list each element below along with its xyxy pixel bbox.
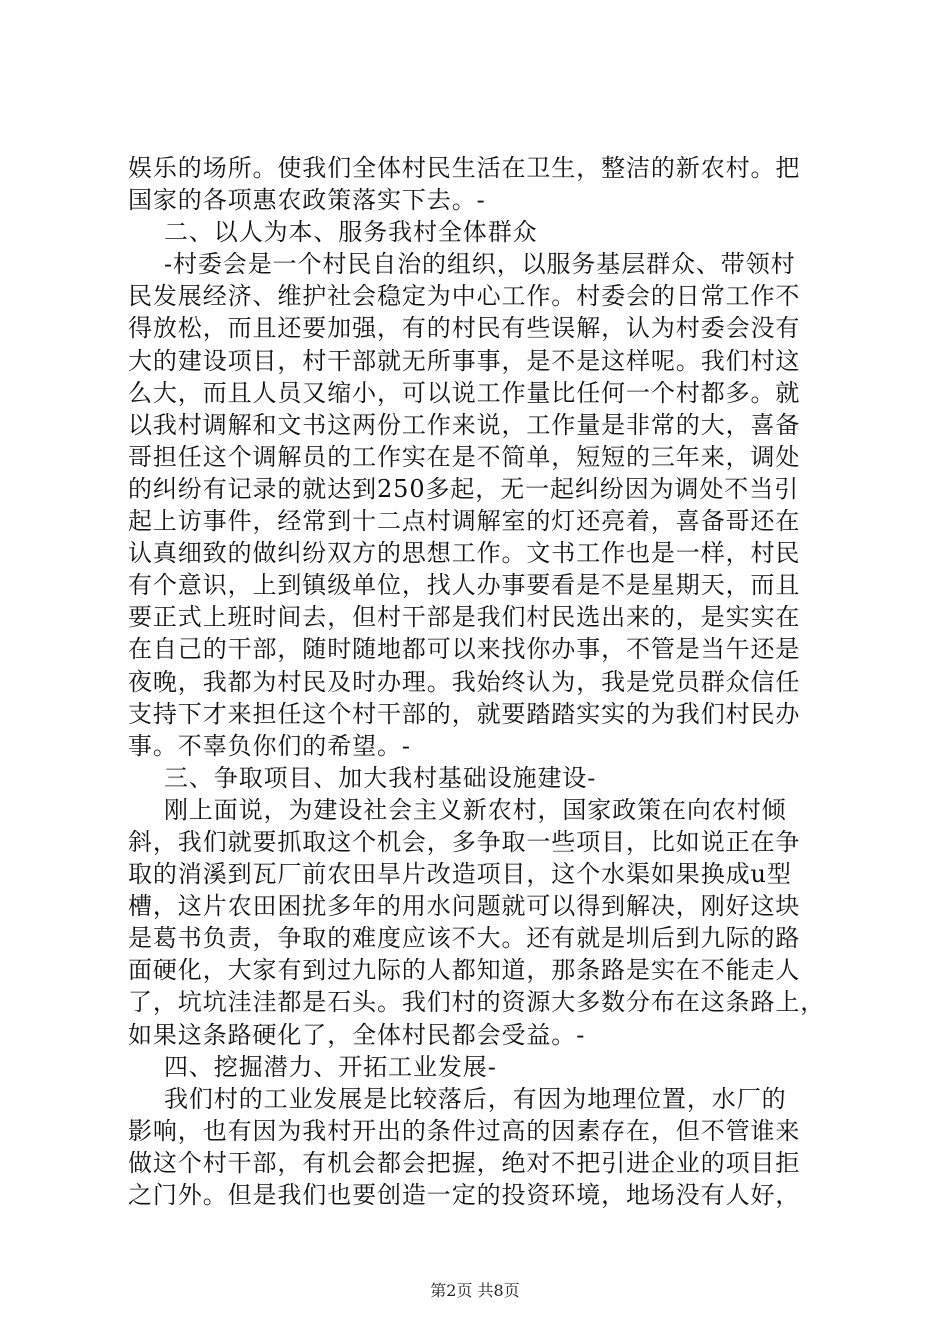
page-number: 第2页 共8页 [430, 1281, 520, 1300]
section-heading: 三、争取项目、加大我村基础设施建设- [164, 763, 597, 792]
section-heading: 二、以人为本、服务我村全体群众 [164, 218, 538, 247]
text-line: 要正式上班时间去，但村干部是我们村民选出来的，是实实在 [128, 603, 801, 632]
text-line: 面硬化，大家有到过九际的人都知道，那条路是实在不能走人 [128, 956, 801, 985]
text-line: 的纠纷有记录的就达到250多起，无一起纠纷因为调处不当引 [128, 474, 800, 503]
text-line: 影响，也有因为我村开出的条件过高的因素存在，但不管谁来 [128, 1116, 801, 1145]
text-line: 刚上面说，为建设社会主义新农村，国家政策在向农村倾 [164, 795, 787, 824]
text-line: 斜，我们就要抓取这个机会，多争取一些项目，比如说正在争 [128, 827, 801, 856]
text-line: 以我村调解和文书这两份工作来说，工作量是非常的大，喜备 [128, 410, 801, 439]
text-line: 夜晚，我都为村民及时办理。我始终认为，我是党员群众信任 [128, 667, 801, 696]
text-line: -村委会是一个村民自治的组织，以服务基层群众、带领村 [164, 250, 796, 279]
text-line: 得放松，而且还要加强，有的村民有些误解，认为村委会没有 [128, 314, 801, 343]
text-line: 认真细致的做纠纷双方的思想工作。文书工作也是一样，村民 [128, 539, 801, 568]
text-line: 支持下才来担任这个村干部的，就要踏踏实实的为我们村民办 [128, 699, 801, 728]
text-line: 做这个村干部，有机会都会把握，绝对不把引进企业的项目拒 [128, 1148, 801, 1177]
text-line: 大的建设项目，村干部就无所事事，是不是这样呢。我们村这 [128, 346, 801, 375]
text-line: 如果这条路硬化了，全体村民都会受益。- [128, 1020, 586, 1049]
text-line: 国家的各项惠农政策落实下去。- [128, 186, 486, 215]
text-line: 我们村的工业发展是比较落后，有因为地理位置，水厂的 [164, 1084, 787, 1113]
section-heading: 四、挖掘潜力、开拓工业发展- [164, 1052, 497, 1081]
text-line: 有个意识，上到镇级单位，找人办事要看是不是星期天，而且 [128, 571, 801, 600]
text-line: 民发展经济、维护社会稳定为中心工作。村委会的日常工作不 [128, 282, 801, 311]
text-line: 起上访事件，经常到十二点村调解室的灯还亮着，喜备哥还在 [128, 507, 801, 536]
text-line: 哥担任这个调解员的工作实在是不简单，短短的三年来，调处 [128, 442, 801, 471]
text-line: 是葛书负责，争取的难度应该不大。还有就是圳后到九际的路 [128, 924, 801, 953]
text-line: 取的消溪到瓦厂前农田旱片改造项目，这个水渠如果换成u型 [128, 860, 792, 889]
body-text [128, 152, 828, 1211]
text-line: 事。不辜负你们的希望。- [128, 731, 411, 760]
text-line: 了，坑坑洼洼都是石头。我们村的资源大多数分布在这条路上， [128, 988, 826, 1017]
text-line: 么大，而且人员又缩小，可以说工作量比任何一个村都多。就 [128, 378, 801, 407]
text-line: 娱乐的场所。使我们全体村民生活在卫生，整洁的新农村。把 [128, 154, 801, 182]
text-line: 槽，这片农田困扰多年的用水问题就可以得到解决，刚好这块 [128, 892, 801, 921]
text-line: 在自己的干部，随时随地都可以来找你办事，不管是当午还是 [128, 635, 801, 664]
text-line: 之门外。但是我们也要创造一定的投资环境，地场没有人好， [128, 1181, 801, 1209]
